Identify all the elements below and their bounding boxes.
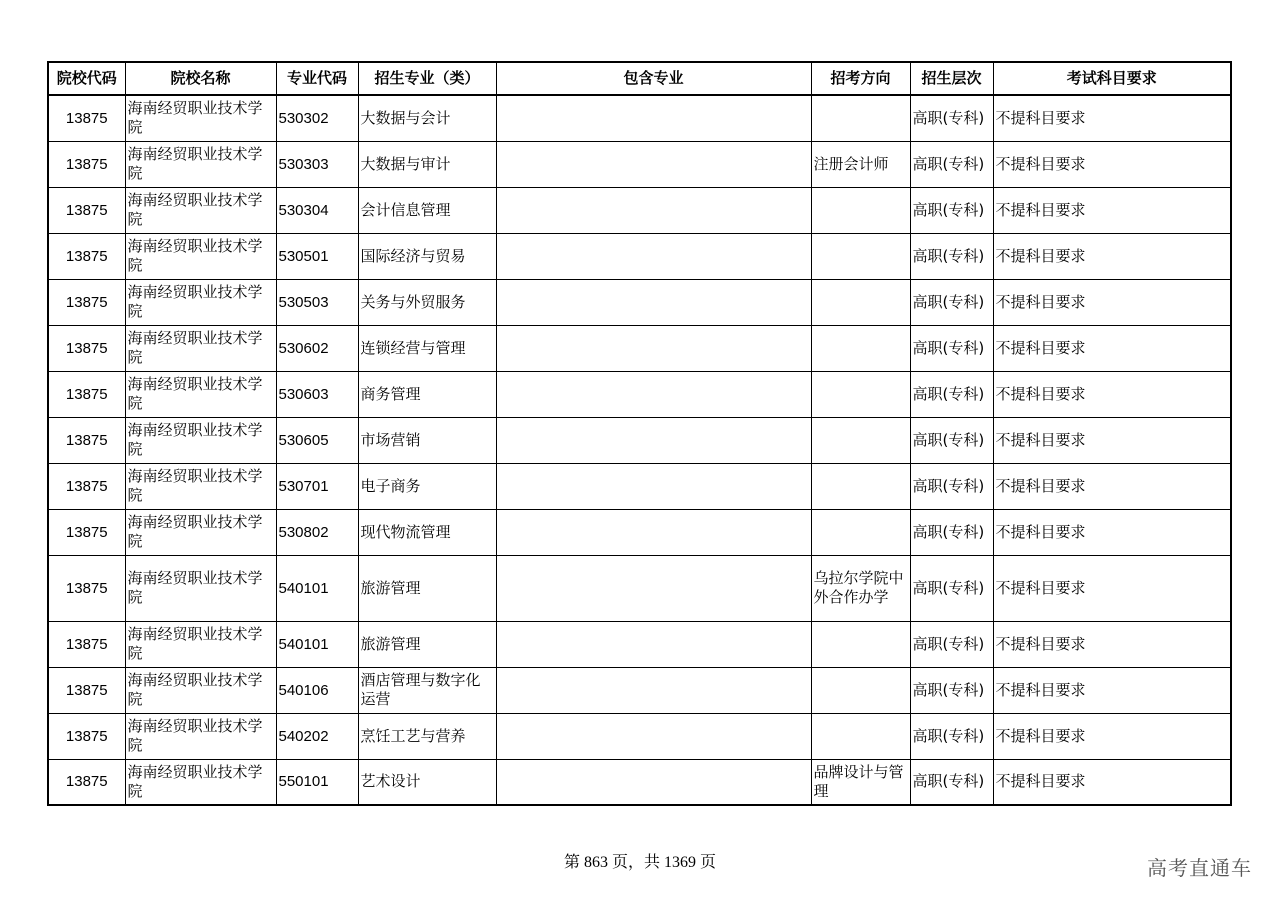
major-name-cell: 旅游管理 bbox=[358, 555, 496, 621]
direction-cell bbox=[811, 95, 910, 141]
school-name-cell: 海南经贸职业技术学院 bbox=[125, 95, 276, 141]
table-row bbox=[48, 555, 1231, 621]
table-body bbox=[48, 95, 1231, 805]
level-cell: 高职(专科) bbox=[910, 233, 993, 279]
major-name-cell: 关务与外贸服务 bbox=[358, 279, 496, 325]
included-majors-cell bbox=[496, 759, 811, 805]
included-majors-cell bbox=[496, 95, 811, 141]
school-name-cell: 海南经贸职业技术学院 bbox=[125, 713, 276, 759]
school-name-cell: 海南经贸职业技术学院 bbox=[125, 417, 276, 463]
requirement-cell: 不提科目要求 bbox=[993, 417, 1231, 463]
school-code-cell: 13875 bbox=[48, 417, 125, 463]
included-majors-cell bbox=[496, 621, 811, 667]
header-school-code: 院校代码 bbox=[48, 62, 125, 95]
direction-cell bbox=[811, 279, 910, 325]
table-row bbox=[48, 759, 1231, 805]
included-majors-cell bbox=[496, 279, 811, 325]
major-code-cell: 540101 bbox=[276, 555, 358, 621]
direction-cell bbox=[811, 463, 910, 509]
requirement-cell: 不提科目要求 bbox=[993, 371, 1231, 417]
major-code-cell: 530503 bbox=[276, 279, 358, 325]
major-code-cell: 540202 bbox=[276, 713, 358, 759]
requirement-cell: 不提科目要求 bbox=[993, 759, 1231, 805]
included-majors-cell bbox=[496, 187, 811, 233]
requirement-cell: 不提科目要求 bbox=[993, 233, 1231, 279]
major-code-cell: 530602 bbox=[276, 325, 358, 371]
requirement-cell: 不提科目要求 bbox=[993, 95, 1231, 141]
school-code-cell: 13875 bbox=[48, 667, 125, 713]
school-code-cell: 13875 bbox=[48, 325, 125, 371]
school-code-cell: 13875 bbox=[48, 95, 125, 141]
school-name-cell: 海南经贸职业技术学院 bbox=[125, 325, 276, 371]
included-majors-cell bbox=[496, 417, 811, 463]
school-code-cell: 13875 bbox=[48, 555, 125, 621]
major-code-cell: 530802 bbox=[276, 509, 358, 555]
school-code-cell: 13875 bbox=[48, 621, 125, 667]
school-name-cell: 海南经贸职业技术学院 bbox=[125, 463, 276, 509]
table-row bbox=[48, 713, 1231, 759]
direction-cell bbox=[811, 187, 910, 233]
table-row bbox=[48, 187, 1231, 233]
major-code-cell: 530605 bbox=[276, 417, 358, 463]
included-majors-cell bbox=[496, 463, 811, 509]
school-name-cell: 海南经贸职业技术学院 bbox=[125, 667, 276, 713]
included-majors-cell bbox=[496, 371, 811, 417]
direction-cell bbox=[811, 667, 910, 713]
table-header-row bbox=[48, 62, 1231, 95]
school-code-cell: 13875 bbox=[48, 463, 125, 509]
level-cell: 高职(专科) bbox=[910, 279, 993, 325]
school-code-cell: 13875 bbox=[48, 233, 125, 279]
level-cell: 高职(专科) bbox=[910, 509, 993, 555]
level-cell: 高职(专科) bbox=[910, 555, 993, 621]
major-code-cell: 530701 bbox=[276, 463, 358, 509]
level-cell: 高职(专科) bbox=[910, 187, 993, 233]
watermark: 高考直通车 bbox=[1147, 856, 1252, 880]
major-name-cell: 商务管理 bbox=[358, 371, 496, 417]
requirement-cell: 不提科目要求 bbox=[993, 187, 1231, 233]
level-cell: 高职(专科) bbox=[910, 759, 993, 805]
direction-cell: 注册会计师 bbox=[811, 141, 910, 187]
included-majors-cell bbox=[496, 141, 811, 187]
school-code-cell: 13875 bbox=[48, 509, 125, 555]
school-name-cell: 海南经贸职业技术学院 bbox=[125, 187, 276, 233]
major-name-cell: 大数据与会计 bbox=[358, 95, 496, 141]
school-name-cell: 海南经贸职业技术学院 bbox=[125, 371, 276, 417]
major-name-cell: 市场营销 bbox=[358, 417, 496, 463]
included-majors-cell bbox=[496, 325, 811, 371]
major-code-cell: 550101 bbox=[276, 759, 358, 805]
table-row bbox=[48, 463, 1231, 509]
school-code-cell: 13875 bbox=[48, 187, 125, 233]
school-code-cell: 13875 bbox=[48, 141, 125, 187]
major-code-cell: 530304 bbox=[276, 187, 358, 233]
included-majors-cell bbox=[496, 555, 811, 621]
header-requirements: 考试科目要求 bbox=[993, 62, 1231, 95]
header-major-code: 专业代码 bbox=[276, 62, 358, 95]
school-name-cell: 海南经贸职业技术学院 bbox=[125, 279, 276, 325]
direction-cell bbox=[811, 621, 910, 667]
school-code-cell: 13875 bbox=[48, 371, 125, 417]
table-row bbox=[48, 141, 1231, 187]
header-included-majors: 包含专业 bbox=[496, 62, 811, 95]
major-code-cell: 530501 bbox=[276, 233, 358, 279]
included-majors-cell bbox=[496, 509, 811, 555]
major-name-cell: 国际经济与贸易 bbox=[358, 233, 496, 279]
requirement-cell: 不提科目要求 bbox=[993, 325, 1231, 371]
table-row bbox=[48, 95, 1231, 141]
direction-cell bbox=[811, 233, 910, 279]
header-school-name: 院校名称 bbox=[125, 62, 276, 95]
major-name-cell: 烹饪工艺与营养 bbox=[358, 713, 496, 759]
direction-cell bbox=[811, 509, 910, 555]
level-cell: 高职(专科) bbox=[910, 621, 993, 667]
major-code-cell: 540106 bbox=[276, 667, 358, 713]
header-direction: 招考方向 bbox=[811, 62, 910, 95]
table-row bbox=[48, 417, 1231, 463]
level-cell: 高职(专科) bbox=[910, 371, 993, 417]
included-majors-cell bbox=[496, 233, 811, 279]
major-name-cell: 连锁经营与管理 bbox=[358, 325, 496, 371]
level-cell: 高职(专科) bbox=[910, 713, 993, 759]
table-row bbox=[48, 667, 1231, 713]
major-name-cell: 大数据与审计 bbox=[358, 141, 496, 187]
requirement-cell: 不提科目要求 bbox=[993, 463, 1231, 509]
included-majors-cell bbox=[496, 713, 811, 759]
school-name-cell: 海南经贸职业技术学院 bbox=[125, 233, 276, 279]
level-cell: 高职(专科) bbox=[910, 667, 993, 713]
school-code-cell: 13875 bbox=[48, 713, 125, 759]
header-major: 招生专业（类） bbox=[358, 62, 496, 95]
level-cell: 高职(专科) bbox=[910, 95, 993, 141]
direction-cell bbox=[811, 417, 910, 463]
major-name-cell: 艺术设计 bbox=[358, 759, 496, 805]
table-row bbox=[48, 233, 1231, 279]
school-name-cell: 海南经贸职业技术学院 bbox=[125, 555, 276, 621]
major-code-cell: 530603 bbox=[276, 371, 358, 417]
requirement-cell: 不提科目要求 bbox=[993, 279, 1231, 325]
table-row bbox=[48, 509, 1231, 555]
school-name-cell: 海南经贸职业技术学院 bbox=[125, 141, 276, 187]
direction-cell bbox=[811, 325, 910, 371]
table-row bbox=[48, 621, 1231, 667]
enrollment-table bbox=[47, 61, 1232, 806]
direction-cell bbox=[811, 371, 910, 417]
major-name-cell: 酒店管理与数字化运营 bbox=[358, 667, 496, 713]
school-name-cell: 海南经贸职业技术学院 bbox=[125, 621, 276, 667]
page-footer: 第 863 页，共 1369 页 bbox=[563, 854, 716, 871]
requirement-cell: 不提科目要求 bbox=[993, 713, 1231, 759]
direction-cell: 品牌设计与管理 bbox=[811, 759, 910, 805]
school-code-cell: 13875 bbox=[48, 279, 125, 325]
requirement-cell: 不提科目要求 bbox=[993, 141, 1231, 187]
major-name-cell: 电子商务 bbox=[358, 463, 496, 509]
major-code-cell: 530303 bbox=[276, 141, 358, 187]
requirement-cell: 不提科目要求 bbox=[993, 667, 1231, 713]
school-name-cell: 海南经贸职业技术学院 bbox=[125, 509, 276, 555]
major-code-cell: 530302 bbox=[276, 95, 358, 141]
requirement-cell: 不提科目要求 bbox=[993, 621, 1231, 667]
school-name-cell: 海南经贸职业技术学院 bbox=[125, 759, 276, 805]
table-row bbox=[48, 371, 1231, 417]
level-cell: 高职(专科) bbox=[910, 463, 993, 509]
requirement-cell: 不提科目要求 bbox=[993, 555, 1231, 621]
header-level: 招生层次 bbox=[910, 62, 993, 95]
major-name-cell: 旅游管理 bbox=[358, 621, 496, 667]
requirement-cell: 不提科目要求 bbox=[993, 509, 1231, 555]
major-name-cell: 现代物流管理 bbox=[358, 509, 496, 555]
level-cell: 高职(专科) bbox=[910, 417, 993, 463]
table-row bbox=[48, 279, 1231, 325]
school-code-cell: 13875 bbox=[48, 759, 125, 805]
major-name-cell: 会计信息管理 bbox=[358, 187, 496, 233]
included-majors-cell bbox=[496, 667, 811, 713]
table-row bbox=[48, 325, 1231, 371]
level-cell: 高职(专科) bbox=[910, 325, 993, 371]
level-cell: 高职(专科) bbox=[910, 141, 993, 187]
direction-cell bbox=[811, 713, 910, 759]
direction-cell: 乌拉尔学院中外合作办学 bbox=[811, 555, 910, 621]
major-code-cell: 540101 bbox=[276, 621, 358, 667]
